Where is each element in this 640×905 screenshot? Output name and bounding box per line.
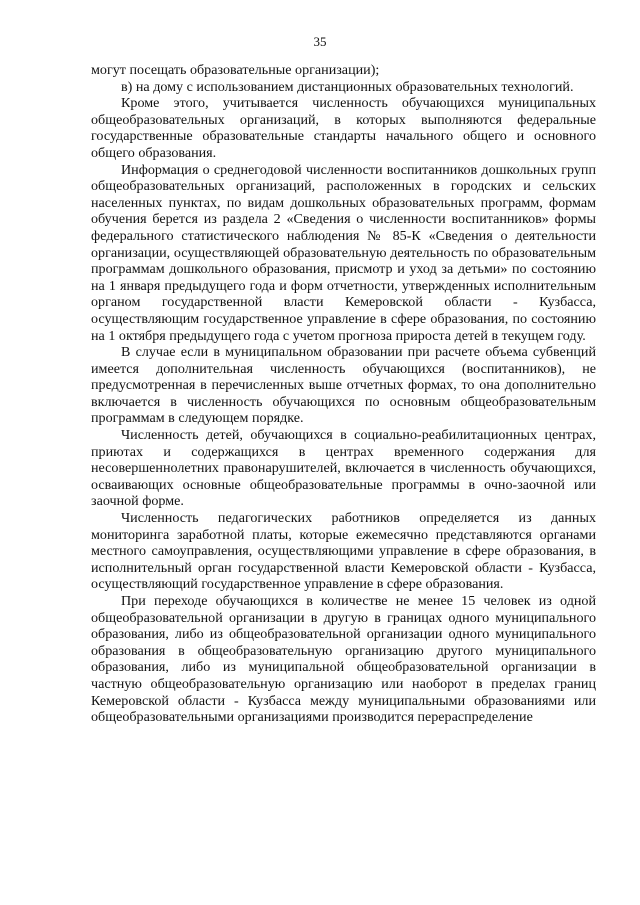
paragraph-continuation: могут посещать образовательные организации); — [91, 62, 380, 78]
paragraph-list-item-v: в) на дому с использованием дистанционных образовательных технологий. — [121, 78, 574, 95]
paragraph-teachers-count: Численность педагогических работников определяется из данных мониторинга заработной платы, которые ежемесячно представляются органами местного самоуправления, осуществляющими управление в сфере образования, в исполнительный орган государственной власти Кемеровской области - Кузбасса, осуществляющий государственное управление в сфере образования. — [91, 510, 596, 593]
page-number: 35 — [313, 34, 327, 49]
paragraph-student-transfer: При переходе обучающихся в количестве не менее 15 человек из одной общеобразовательной организации в другую в границах одного муниципального образования, либо из общеобразовательной организации одного муниципального образования в общеобразовательную организацию другого муниципального образования, либо из муниципальной общеобразовательной организации в частную общеобразовательную организацию или наоборот в пределах границ Кемеровской области - Кузбасса между муниципальными образованиями или общеобразовательными организациями производится перераспределение — [91, 593, 596, 726]
paragraph-additional-count: В случае если в муниципальном образовании при расчете объема субвенций имеется дополнительная численность обучающихся (воспитанников), не предусмотренная в перечисленных выше отчетных формах, то она дополнительно включается в численность обучающихся по основным общеобразовательным программам в следующем порядке. — [91, 344, 596, 427]
paragraph-rehab-centers: Численность детей, обучающихся в социально-реабилитационных центрах, приютах и содержащихся в центрах временного содержания для несовершеннолетних правонарушителей, включается в численность обучающихся, осваивающих основные общеобразовательные программы в очно-заочной или заочной форме. — [91, 427, 596, 510]
paragraph-preschool-info: Информация о среднегодовой численности воспитанников дошкольных групп общеобразовательных организаций, расположенных в городских и сельских населенных пунктах, по видам дошкольных образовательных программ, формам обучения берется из раздела 2 «Сведения о численности воспитанников» формы федерального статистического наблюдения № 85-К «Сведения о деятельности организации, осуществляющей образовательную деятельность по образовательным программам дошкольного образования, присмотр и уход за детьми» по состоянию на 1 января предыдущего года и форм отчетности, утвержденных исполнительным органом государственной власти Кемеровской области - Кузбасса, осуществляющим государственное управление в сфере образования, по состоянию на 1 октября предыдущего года с учетом прогноза прироста детей в текущем году. — [91, 161, 596, 344]
paragraph-fgos-students: Кроме этого, учитывается численность обучающихся муниципальных общеобразовательных организаций, в которых выполняются федеральные государственные образовательные стандарты начального общего и основного общего образования. — [91, 95, 596, 161]
document-body — [91, 62, 596, 726]
